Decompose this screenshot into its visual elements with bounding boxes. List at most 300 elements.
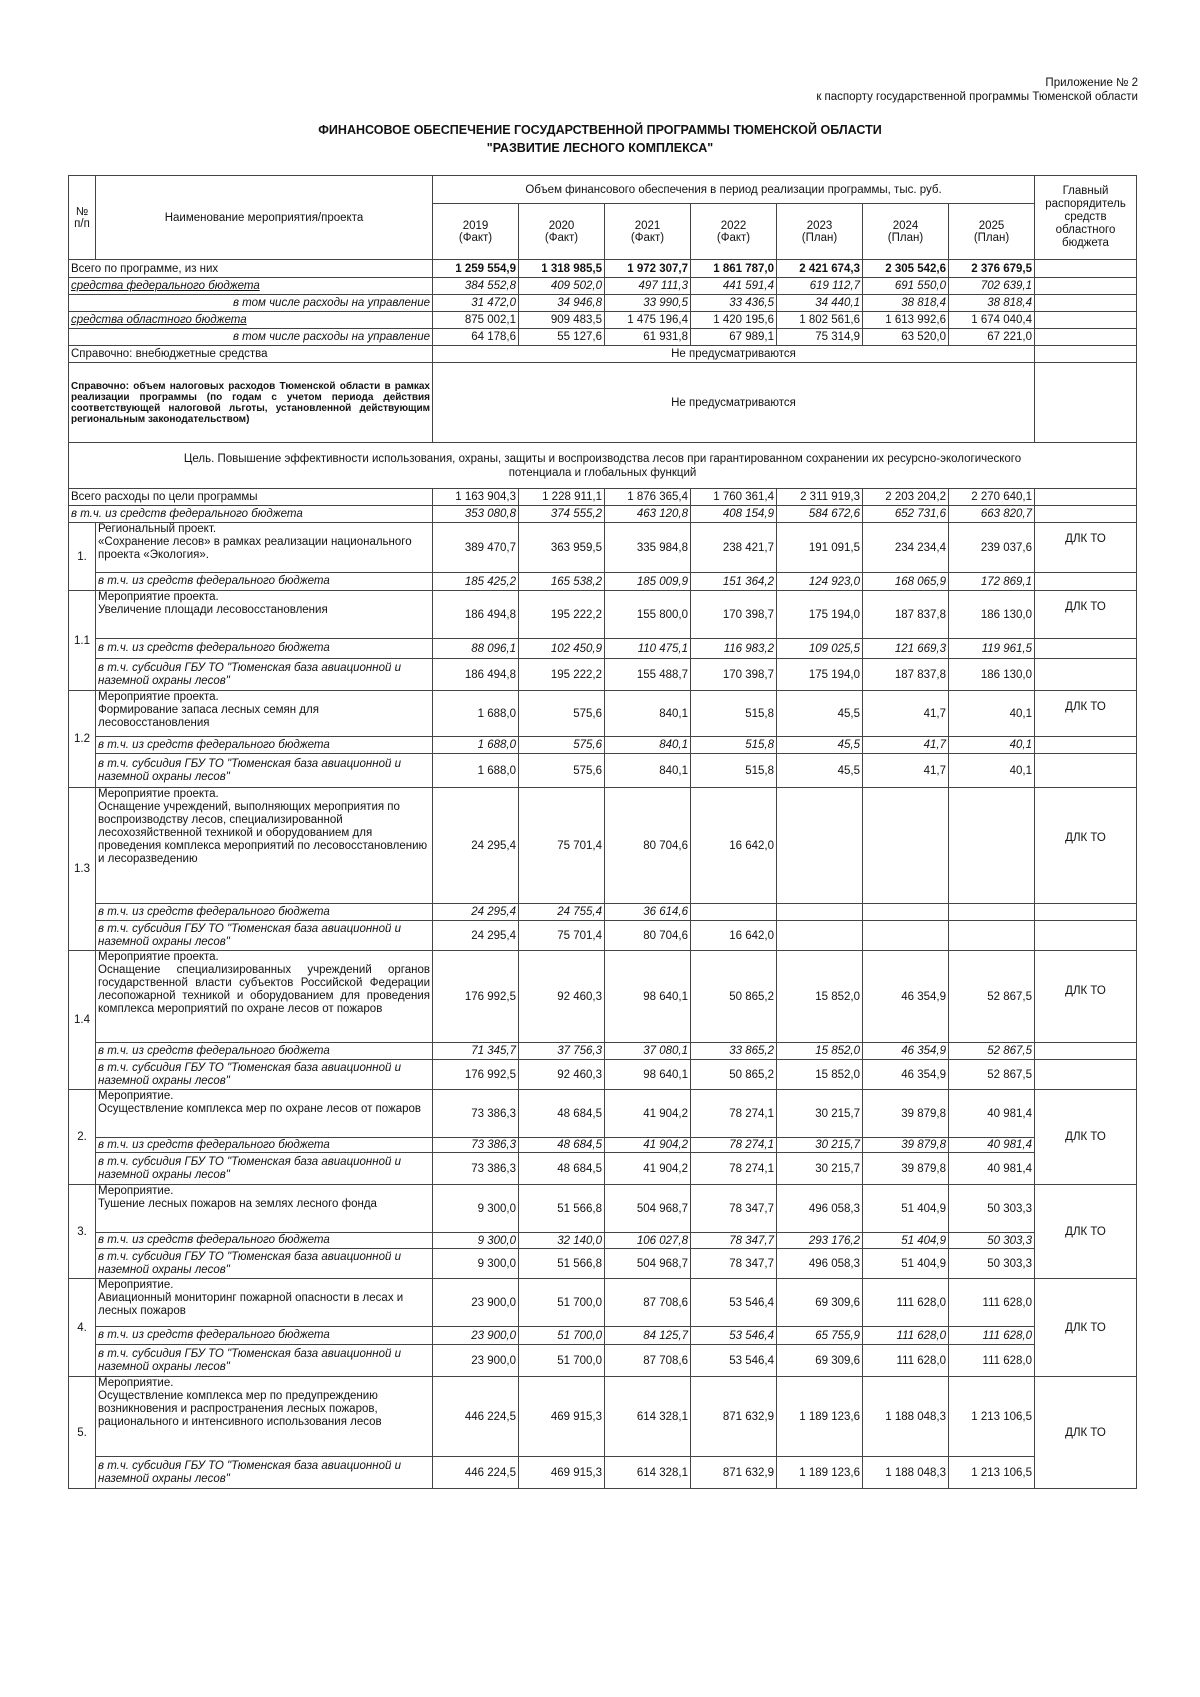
value-cell: 165 538,2 [519,573,605,591]
value-cell: 39 879,8 [863,1153,949,1185]
item-subsidy-row [69,1345,1137,1377]
value-cell: 71 345,7 [433,1043,519,1060]
value-cell: 389 470,7 [433,523,519,573]
value-cell: 187 837,8 [863,591,949,639]
value-cell: 46 354,9 [863,1060,949,1090]
value-cell: 575,6 [519,737,605,754]
distributor-cell: ДЛК ТО [1035,1185,1137,1279]
value-cell [777,788,863,904]
distributor-cell [1035,1043,1137,1060]
value-cell: 23 900,0 [433,1345,519,1377]
item-name: Мероприятие. Авиационный мониторинг пожарной опасности в лесах и лесных пожаров [96,1279,433,1327]
year-kind: (План) [887,231,924,244]
item-name: Мероприятие проекта. Увеличение площади лесовосстановления [96,591,433,639]
value-cell: 363 959,5 [519,523,605,573]
value-cell: 80 704,6 [605,921,691,951]
item-row [69,1090,1137,1138]
value-cell: 2 376 679,5 [949,260,1035,278]
reference-value: Не предусматриваются [433,363,1035,443]
value-cell: 871 632,9 [691,1377,777,1457]
value-cell: 469 915,3 [519,1457,605,1489]
value-cell: 175 194,0 [777,659,863,691]
item-name: Мероприятие. Тушение лесных пожаров на землях лесного фонда [96,1185,433,1233]
value-cell: 98 640,1 [605,951,691,1043]
distributor-cell: ДЛК ТО [1035,951,1137,1043]
value-cell: 48 684,5 [519,1090,605,1138]
value-cell: 195 222,2 [519,659,605,691]
year-label: 2021 [634,219,661,232]
value-cell: 111 628,0 [863,1327,949,1345]
value-cell: 176 992,5 [433,1060,519,1090]
sub-label: в т.ч. субсидия ГБУ ТО "Тюменская база авиационной и наземной охраны лесов" [96,659,433,691]
value-cell: 69 309,6 [777,1345,863,1377]
value-cell: 15 852,0 [777,1060,863,1090]
value-cell: 33 865,2 [691,1043,777,1060]
value-cell: 1 876 365,4 [605,489,691,506]
value-cell: 9 300,0 [433,1233,519,1249]
header-year-2024 [863,204,949,260]
value-cell: 1 802 561,6 [777,312,863,329]
value-cell: 73 386,3 [433,1138,519,1153]
value-cell: 909 483,5 [519,312,605,329]
value-cell: 52 867,5 [949,1060,1035,1090]
value-cell: 614 328,1 [605,1377,691,1457]
year-label: 2020 [548,219,575,232]
value-cell: 40 981,4 [949,1090,1035,1138]
value-cell [863,904,949,921]
value-cell: 75 701,4 [519,788,605,904]
value-cell: 33 436,5 [691,295,777,312]
header-year-2022 [691,204,777,260]
value-cell: 238 421,7 [691,523,777,573]
item-row [69,591,1137,639]
value-cell: 23 900,0 [433,1279,519,1327]
value-cell: 185 009,9 [605,573,691,591]
value-cell: 1 318 985,5 [519,260,605,278]
value-cell: 170 398,7 [691,659,777,691]
value-cell: 102 450,9 [519,639,605,659]
value-cell: 111 628,0 [863,1279,949,1327]
value-cell: 2 203 204,2 [863,489,949,506]
value-cell: 33 990,5 [605,295,691,312]
item-subsidy-row [69,1060,1137,1090]
value-cell: 111 628,0 [949,1279,1035,1327]
value-cell: 155 488,7 [605,659,691,691]
value-cell: 663 820,7 [949,506,1035,523]
value-cell: 119 961,5 [949,639,1035,659]
value-cell: 48 684,5 [519,1153,605,1185]
value-cell: 31 472,0 [433,295,519,312]
distributor-cell: ДЛК ТО [1035,788,1137,904]
sub-label: в т.ч. из средств федерального бюджета [96,573,433,591]
value-cell: 335 984,8 [605,523,691,573]
value-cell: 45,5 [777,691,863,737]
value-cell: 1 188 048,3 [863,1377,949,1457]
goal-row [69,443,1137,489]
sub-label: в т.ч. из средств федерального бюджета [96,737,433,754]
sub-label: в т.ч. субсидия ГБУ ТО "Тюменская база авиационной и наземной охраны лесов" [96,1060,433,1090]
value-cell: 702 639,1 [949,278,1035,295]
total-row [69,260,1137,278]
value-cell: 515,8 [691,691,777,737]
value-cell: 155 800,0 [605,591,691,639]
distributor-cell [1035,639,1137,659]
value-cell: 875 002,1 [433,312,519,329]
distributor-cell: ДЛК ТО [1035,523,1137,573]
value-cell: 41,7 [863,737,949,754]
item-name: Мероприятие. Осуществление комплекса мер по охране лесов от пожаров [96,1090,433,1138]
value-cell: 24 295,4 [433,904,519,921]
value-cell: 80 704,6 [605,788,691,904]
value-cell: 51 566,8 [519,1185,605,1233]
value-cell: 40 981,4 [949,1153,1035,1185]
value-cell: 53 546,4 [691,1327,777,1345]
value-cell: 52 867,5 [949,951,1035,1043]
value-cell: 1 613 992,6 [863,312,949,329]
value-cell: 61 931,8 [605,329,691,346]
value-cell: 78 274,1 [691,1138,777,1153]
year-kind: (Факт) [630,231,665,244]
reference-tax-row [69,363,1137,443]
value-cell: 50 303,3 [949,1249,1035,1279]
sub-label: в т.ч. из средств федерального бюджета [96,1043,433,1060]
value-cell: 409 502,0 [519,278,605,295]
distributor-cell [1035,573,1137,591]
value-cell: 23 900,0 [433,1327,519,1345]
value-cell: 15 852,0 [777,951,863,1043]
header-volume: Объем финансового обеспечения в период реализации программы, тыс. руб. [433,176,1035,204]
table-body [69,260,1137,1489]
row-label: Всего по программе, из них [69,260,433,278]
value-cell [949,921,1035,951]
value-cell: 1 674 040,4 [949,312,1035,329]
value-cell: 515,8 [691,737,777,754]
reference-value: Не предусматриваются [433,346,1035,363]
value-cell: 78 347,7 [691,1249,777,1279]
value-cell: 186 494,8 [433,591,519,639]
value-cell: 92 460,3 [519,1060,605,1090]
item-number: 2. [69,1090,96,1185]
value-cell: 109 025,5 [777,639,863,659]
distributor-cell: ДЛК ТО [1035,691,1137,737]
value-cell: 75 701,4 [519,921,605,951]
distributor-cell [1035,921,1137,951]
value-cell: 88 096,1 [433,639,519,659]
title-line-1: ФИНАНСОВОЕ ОБЕСПЕЧЕНИЕ ГОСУДАРСТВЕННОЙ ПРОГРАММЫ ТЮМЕНСКОЙ ОБЛАСТИ [318,123,882,137]
value-cell: 1 163 904,3 [433,489,519,506]
value-cell: 41 904,2 [605,1153,691,1185]
row-label: в том числе расходы на управление [69,295,433,312]
row-label: Справочно: объем налоговых расходов Тюменской области в рамках реализации программы (по годам с учетом периода действия соответствующей налоговой льготы, установленной действующим региональным законодательством) [69,363,433,443]
value-cell: 34 946,8 [519,295,605,312]
distributor-cell [1035,329,1137,346]
year-label: 2024 [892,219,919,232]
distributor-cell [1035,737,1137,754]
value-cell: 121 669,3 [863,639,949,659]
value-cell: 441 591,4 [691,278,777,295]
value-cell: 1 688,0 [433,754,519,788]
value-cell: 45,5 [777,737,863,754]
value-cell: 51 404,9 [863,1249,949,1279]
value-cell: 51 700,0 [519,1345,605,1377]
sub-label: в т.ч. субсидия ГБУ ТО "Тюменская база авиационной и наземной охраны лесов" [96,921,433,951]
sub-label: в т.ч. субсидия ГБУ ТО "Тюменская база авиационной и наземной охраны лесов" [96,1345,433,1377]
value-cell: 51 700,0 [519,1327,605,1345]
value-cell: 37 756,3 [519,1043,605,1060]
value-cell: 63 520,0 [863,329,949,346]
value-cell: 53 546,4 [691,1345,777,1377]
value-cell: 75 314,9 [777,329,863,346]
value-cell: 614 328,1 [605,1457,691,1489]
value-cell: 40,1 [949,691,1035,737]
year-label: 2019 [462,219,489,232]
value-cell: 51 404,9 [863,1185,949,1233]
header-year-2025 [949,204,1035,260]
value-cell: 469 915,3 [519,1377,605,1457]
value-cell: 111 628,0 [949,1345,1035,1377]
item-federal-row [69,1327,1137,1345]
value-cell [863,788,949,904]
item-subsidy-row [69,659,1137,691]
value-cell: 446 224,5 [433,1377,519,1457]
value-cell: 15 852,0 [777,1043,863,1060]
annex-note [816,76,1138,104]
distributor-cell [1035,754,1137,788]
item-number: 1.3 [69,788,96,951]
value-cell: 408 154,9 [691,506,777,523]
value-cell: 195 222,2 [519,591,605,639]
year-kind: (Факт) [544,231,579,244]
sub-label: в т.ч. из средств федерального бюджета [96,639,433,659]
row-label: Всего расходы по цели программы [69,489,433,506]
value-cell: 2 311 919,3 [777,489,863,506]
item-row [69,951,1137,1043]
item-number: 5. [69,1377,96,1489]
value-cell: 496 058,3 [777,1249,863,1279]
value-cell: 111 628,0 [949,1327,1035,1345]
value-cell: 575,6 [519,754,605,788]
item-federal-row [69,737,1137,754]
value-cell: 24 295,4 [433,921,519,951]
value-cell: 38 818,4 [949,295,1035,312]
distributor-cell [1035,295,1137,312]
value-cell: 619 112,7 [777,278,863,295]
row-label: в т.ч. из средств федерального бюджета [69,506,433,523]
distributor-cell [1035,346,1137,363]
value-cell: 1 475 196,4 [605,312,691,329]
value-cell: 2 305 542,6 [863,260,949,278]
goal-total-row [69,489,1137,506]
value-cell: 67 989,1 [691,329,777,346]
value-cell: 32 140,0 [519,1233,605,1249]
reference-offbudget-row [69,346,1137,363]
value-cell: 78 347,7 [691,1233,777,1249]
item-subsidy-row [69,1249,1137,1279]
value-cell: 55 127,6 [519,329,605,346]
value-cell: 50 865,2 [691,951,777,1043]
value-cell: 124 923,0 [777,573,863,591]
value-cell: 67 221,0 [949,329,1035,346]
item-federal-row [69,639,1137,659]
item-number: 4. [69,1279,96,1377]
item-federal-row [69,1233,1137,1249]
value-cell: 87 708,6 [605,1279,691,1327]
value-cell: 1 189 123,6 [777,1457,863,1489]
value-cell: 111 628,0 [863,1345,949,1377]
row-label: средства федерального бюджета [69,278,433,295]
value-cell: 39 879,8 [863,1090,949,1138]
item-subsidy-row [69,1457,1137,1489]
value-cell: 176 992,5 [433,951,519,1043]
value-cell: 92 460,3 [519,951,605,1043]
sub-label: в т.ч. из средств федерального бюджета [96,1138,433,1153]
value-cell: 34 440,1 [777,295,863,312]
item-row [69,1279,1137,1327]
value-cell: 45,5 [777,754,863,788]
value-cell: 175 194,0 [777,591,863,639]
sub-label: в т.ч. субсидия ГБУ ТО "Тюменская база авиационной и наземной охраны лесов" [96,754,433,788]
value-cell: 1 189 123,6 [777,1377,863,1457]
value-cell: 463 120,8 [605,506,691,523]
value-cell: 36 614,6 [605,904,691,921]
value-cell: 116 983,2 [691,639,777,659]
title-line-2: "РАЗВИТИЕ ЛЕСНОГО КОМПЛЕКСА" [486,141,714,155]
value-cell: 446 224,5 [433,1457,519,1489]
value-cell: 504 968,7 [605,1185,691,1233]
year-kind: (Факт) [716,231,751,244]
total-federal-mgmt-row [69,295,1137,312]
value-cell: 84 125,7 [605,1327,691,1345]
item-subsidy-row [69,754,1137,788]
value-cell: 50 303,3 [949,1233,1035,1249]
value-cell: 840,1 [605,691,691,737]
item-name: Региональный проект. «Сохранение лесов» в рамках реализации национального проекта «Экология». [96,523,433,573]
value-cell: 46 354,9 [863,951,949,1043]
header-year-2020 [519,204,605,260]
value-cell: 16 642,0 [691,921,777,951]
value-cell: 41,7 [863,691,949,737]
value-cell: 2 421 674,3 [777,260,863,278]
value-cell [949,904,1035,921]
header-name: Наименование мероприятия/проекта [96,176,433,260]
value-cell: 497 111,3 [605,278,691,295]
value-cell: 48 684,5 [519,1138,605,1153]
item-name: Мероприятие. Осуществление комплекса мер по предупреждению возникновения и распространения лесных пожаров, рационального и интенсивного использования лесов [96,1377,433,1457]
value-cell: 1 688,0 [433,737,519,754]
value-cell: 1 213 106,5 [949,1457,1035,1489]
goal-text: Цель. Повышение эффективности использования, охраны, защиты и воспроизводства лесов при гарантированном сохранении их ресурсно-экологического потенциала и глобальных функций [69,443,1137,489]
value-cell: 37 080,1 [605,1043,691,1060]
item-federal-row [69,1043,1137,1060]
value-cell: 38 818,4 [863,295,949,312]
header-distributor: Главный распорядитель средств областного бюджета [1035,176,1137,260]
value-cell: 78 274,1 [691,1153,777,1185]
goal-federal-row [69,506,1137,523]
year-label: 2023 [806,219,833,232]
year-kind: (Факт) [458,231,493,244]
value-cell: 186 130,0 [949,659,1035,691]
distributor-cell [1035,904,1137,921]
value-cell: 515,8 [691,754,777,788]
value-cell: 51 700,0 [519,1279,605,1327]
value-cell: 172 869,1 [949,573,1035,591]
year-label: 2025 [978,219,1005,232]
value-cell: 871 632,9 [691,1457,777,1489]
value-cell: 652 731,6 [863,506,949,523]
item-name: Мероприятие проекта. Формирование запаса лесных семян для лесовосстановления [96,691,433,737]
value-cell: 504 968,7 [605,1249,691,1279]
sub-label: в т.ч. из средств федерального бюджета [96,1327,433,1345]
value-cell: 53 546,4 [691,1279,777,1327]
value-cell: 40,1 [949,754,1035,788]
financing-table [68,175,1137,1489]
value-cell [949,788,1035,904]
value-cell [691,904,777,921]
distributor-cell [1035,278,1137,295]
header-num: № п/п [69,176,96,260]
value-cell [863,921,949,951]
value-cell: 1 688,0 [433,691,519,737]
item-subsidy-row [69,921,1137,951]
value-cell: 1 228 911,1 [519,489,605,506]
item-federal-row [69,573,1137,591]
value-cell: 78 347,7 [691,1185,777,1233]
value-cell: 575,6 [519,691,605,737]
value-cell: 496 058,3 [777,1185,863,1233]
value-cell: 52 867,5 [949,1043,1035,1060]
value-cell: 191 091,5 [777,523,863,573]
row-label: в том числе расходы на управление [69,329,433,346]
document-title [0,121,1200,157]
value-cell: 1 760 361,4 [691,489,777,506]
annex-line-1: Приложение № 2 [1045,77,1138,89]
distributor-cell: ДЛК ТО [1035,1090,1137,1185]
value-cell: 50 303,3 [949,1185,1035,1233]
header-year-2023 [777,204,863,260]
value-cell: 40 981,4 [949,1138,1035,1153]
value-cell: 1 861 787,0 [691,260,777,278]
value-cell: 239 037,6 [949,523,1035,573]
row-label: средства областного бюджета [69,312,433,329]
value-cell: 106 027,8 [605,1233,691,1249]
value-cell: 1 259 554,9 [433,260,519,278]
value-cell: 1 972 307,7 [605,260,691,278]
item-subsidy-row [69,1153,1137,1185]
value-cell: 41 904,2 [605,1138,691,1153]
sub-label: в т.ч. субсидия ГБУ ТО "Тюменская база авиационной и наземной охраны лесов" [96,1153,433,1185]
distributor-cell: ДЛК ТО [1035,591,1137,639]
item-number: 1.1 [69,591,96,691]
value-cell: 186 130,0 [949,591,1035,639]
sub-label: в т.ч. субсидия ГБУ ТО "Тюменская база авиационной и наземной охраны лесов" [96,1457,433,1489]
value-cell: 9 300,0 [433,1249,519,1279]
value-cell: 64 178,6 [433,329,519,346]
value-cell: 185 425,2 [433,573,519,591]
value-cell: 16 642,0 [691,788,777,904]
total-regional-row [69,312,1137,329]
value-cell: 78 274,1 [691,1090,777,1138]
value-cell: 234 234,4 [863,523,949,573]
item-number: 1. [69,523,96,591]
distributor-cell [1035,312,1137,329]
item-row [69,691,1137,737]
value-cell: 2 270 640,1 [949,489,1035,506]
value-cell: 691 550,0 [863,278,949,295]
value-cell: 98 640,1 [605,1060,691,1090]
item-name: Мероприятие проекта. Оснащение учреждений, выполняющих мероприятия по воспроизводству лесов, специализированной лесохозяйственной техникой и оборудованием для проведения комплекса мероприятий по лесовосстановлению и лесоразведению [96,788,433,904]
value-cell: 584 672,6 [777,506,863,523]
year-kind: (План) [801,231,838,244]
